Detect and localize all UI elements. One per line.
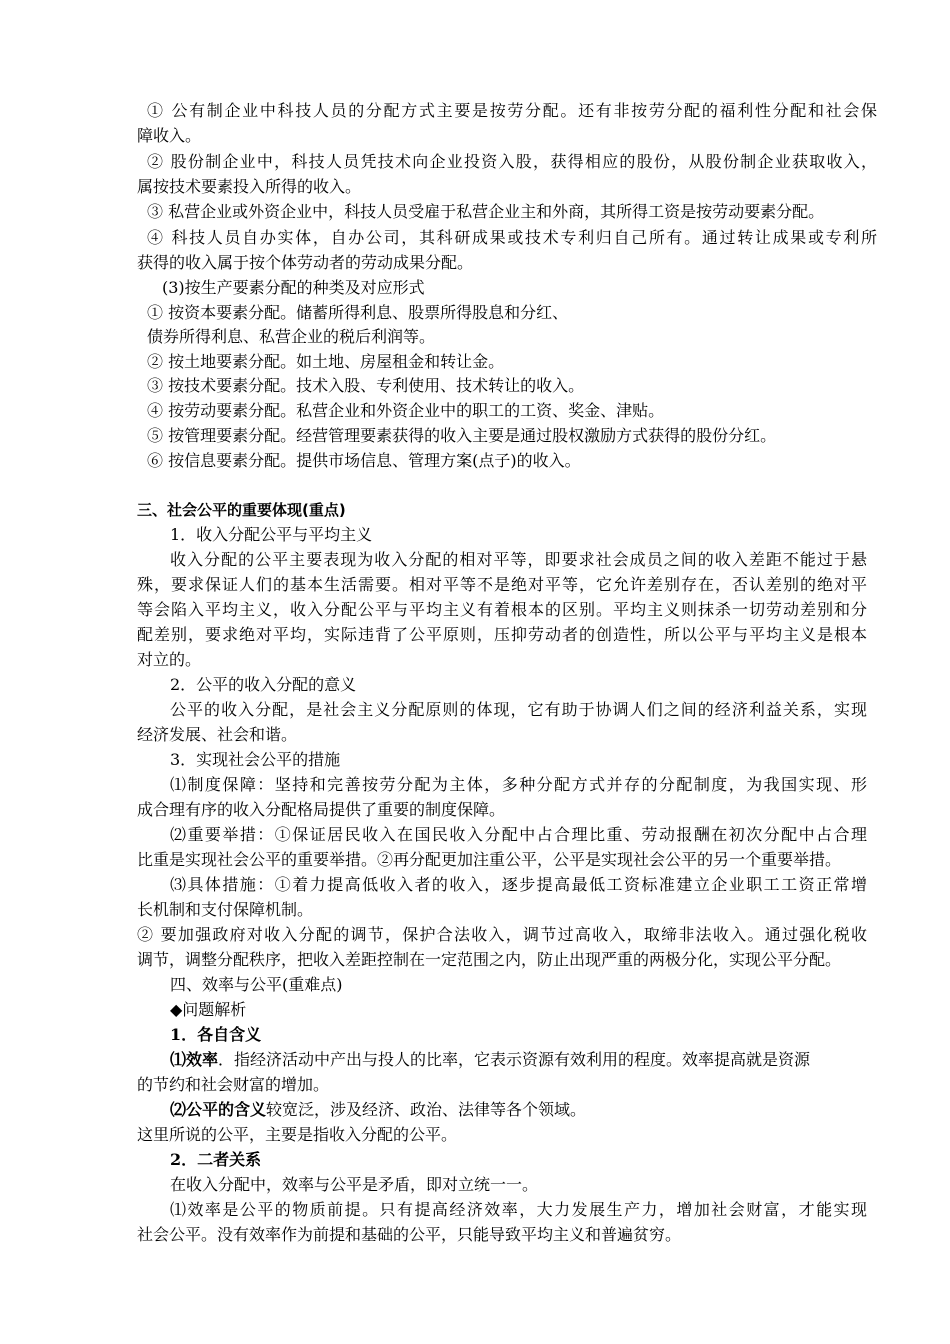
term-label: ⑴效率 [170,1050,219,1069]
text-line: ⑴效率是公平的物质前提。只有提高经济效率，大力发展生产力，增加社会财富，才能实现 [170,1200,867,1219]
text-line [170,1098,900,1122]
text-line: ④ 按劳动要素分配。私营企业和外资企业中的职工的工资、奖金、津贴。 [147,401,665,420]
text-line: ⑤ 按管理要素分配。经营管理要素获得的收入主要是通过股权激励方式获得的股份分红。 [147,426,777,445]
text-line [170,1048,900,1072]
text-line: 调节，调整分配秩序，把收入差距控制在一定范围之内，防止出现严重的两极分化，实现公平分配。 [137,950,842,969]
text-span: ．指经济活动中产出与投人的比率，它表示资源有效利用的程度。效率提高就是资源 [218,1050,811,1069]
subsection-heading: 1．各自含义 [170,1025,262,1044]
text-line: 经济发展、社会和谐。 [137,725,298,744]
text-line: ⑵重要举措：①保证居民收入在国民收入分配中占合理比重、劳动报酬在初次分配中占合理 [170,825,867,844]
text-line: ② 要加强政府对收入分配的调节，保护合法收入，调节过高收入，取缔非法收入。通过强化税收 [137,925,867,944]
text-line: 公平的收入分配，是社会主义分配原则的体现，它有助于协调人们之间的经济利益关系，实现 [170,700,867,719]
subsection-heading: 1．收入分配公平与平均主义 [170,525,373,544]
subsection-heading: 2．公平的收入分配的意义 [170,675,357,694]
text-span: 较宽泛，涉及经济、政治、法律等各个领域。 [266,1100,587,1119]
text-line: ◆问题解析 [170,1000,247,1019]
text-line: 成合理有序的收入分配格局提供了重要的制度保障。 [137,800,506,819]
text-line: ① 按资本要素分配。储蓄所得利息、股票所得股息和分红、 [147,303,569,322]
text-line: ⑴制度保障：坚持和完善按劳分配为主体，多种分配方式并存的分配制度，为我国实现、形 [170,775,867,794]
text-line: 比重是实现社会公平的重要举措。②再分配更加注重公平，公平是实现社会公平的另一个重要举措。 [137,850,842,869]
text-line: 长机制和支付保障机制。 [137,900,314,919]
text-line: ② 股份制企业中，科技人员凭技术向企业投资入股，获得相应的股份，从股份制企业获取收入， [147,152,877,171]
text-line: 殊，要求保证人们的基本生活需要。相对平等不是绝对平等，它允许差别存在，否认差别的绝对平 [137,575,867,594]
text-line: ⑥ 按信息要素分配。提供市场信息、管理方案(点子)的收入。 [147,451,581,470]
text-line: 这里所说的公平，主要是指收入分配的公平。 [137,1125,458,1144]
text-line: 障收入。 [137,126,202,145]
text-line: 收入分配的公平主要表现为收入分配的相对平等，即要求社会成员之间的收入差距不能过于悬 [170,550,867,569]
text-line: 对立的。 [137,650,202,669]
subsection-heading: 2．二者关系 [170,1150,262,1169]
subsection-heading: 3．实现社会公平的措施 [170,750,341,769]
text-line: 属按技术要素投入所得的收入。 [137,177,362,196]
section-heading: 四、效率与公平(重难点) [170,975,343,994]
text-line: 获得的收入属于按个体劳动者的劳动成果分配。 [137,253,474,272]
text-line: 等会陷入平均主义，收入分配公平与平均主义有着根本的区别。平均主义则抹杀一切劳动差别和分 [137,600,867,619]
text-line: 配差别，要求绝对平均，实际违背了公平原则，压抑劳动者的创造性，所以公平与平均主义是根本 [137,625,867,644]
text-line: ② 按土地要素分配。如土地、房屋租金和转让金。 [147,352,505,371]
text-line: ① 公有制企业中科技人员的分配方式主要是按劳分配。还有非按劳分配的福利性分配和社会保 [147,101,877,120]
text-line: ③ 私营企业或外资企业中，科技人员受雇于私营企业主和外商，其所得工资是按劳动要素分配。 [147,202,825,221]
section-heading: 三、社会公平的重要体现(重点) [137,501,346,519]
term-label: ⑵公平的含义 [170,1100,267,1119]
text-line: ⑶具体措施：①着力提高低收入者的收入，逐步提高最低工资标准建立企业职工工资正常增 [170,875,867,894]
text-line: 债券所得利息、私营企业的税后利润等。 [147,327,436,346]
text-line: ④ 科技人员自办实体，自办公司，其科研成果或技术专利归自己所有。通过转让成果或专利所 [147,228,877,247]
text-line: (3)按生产要素分配的种类及对应形式 [162,278,425,297]
text-line: 在收入分配中，效率与公平是矛盾，即对立统一一。 [170,1175,539,1194]
text-line: 的节约和社会财富的增加。 [137,1075,330,1094]
text-line: ③ 按技术要素分配。技术入股、专利使用、技术转让的收入。 [147,376,585,395]
text-line: 社会公平。没有效率作为前提和基础的公平，只能导致平均主义和普遍贫穷。 [137,1225,682,1244]
